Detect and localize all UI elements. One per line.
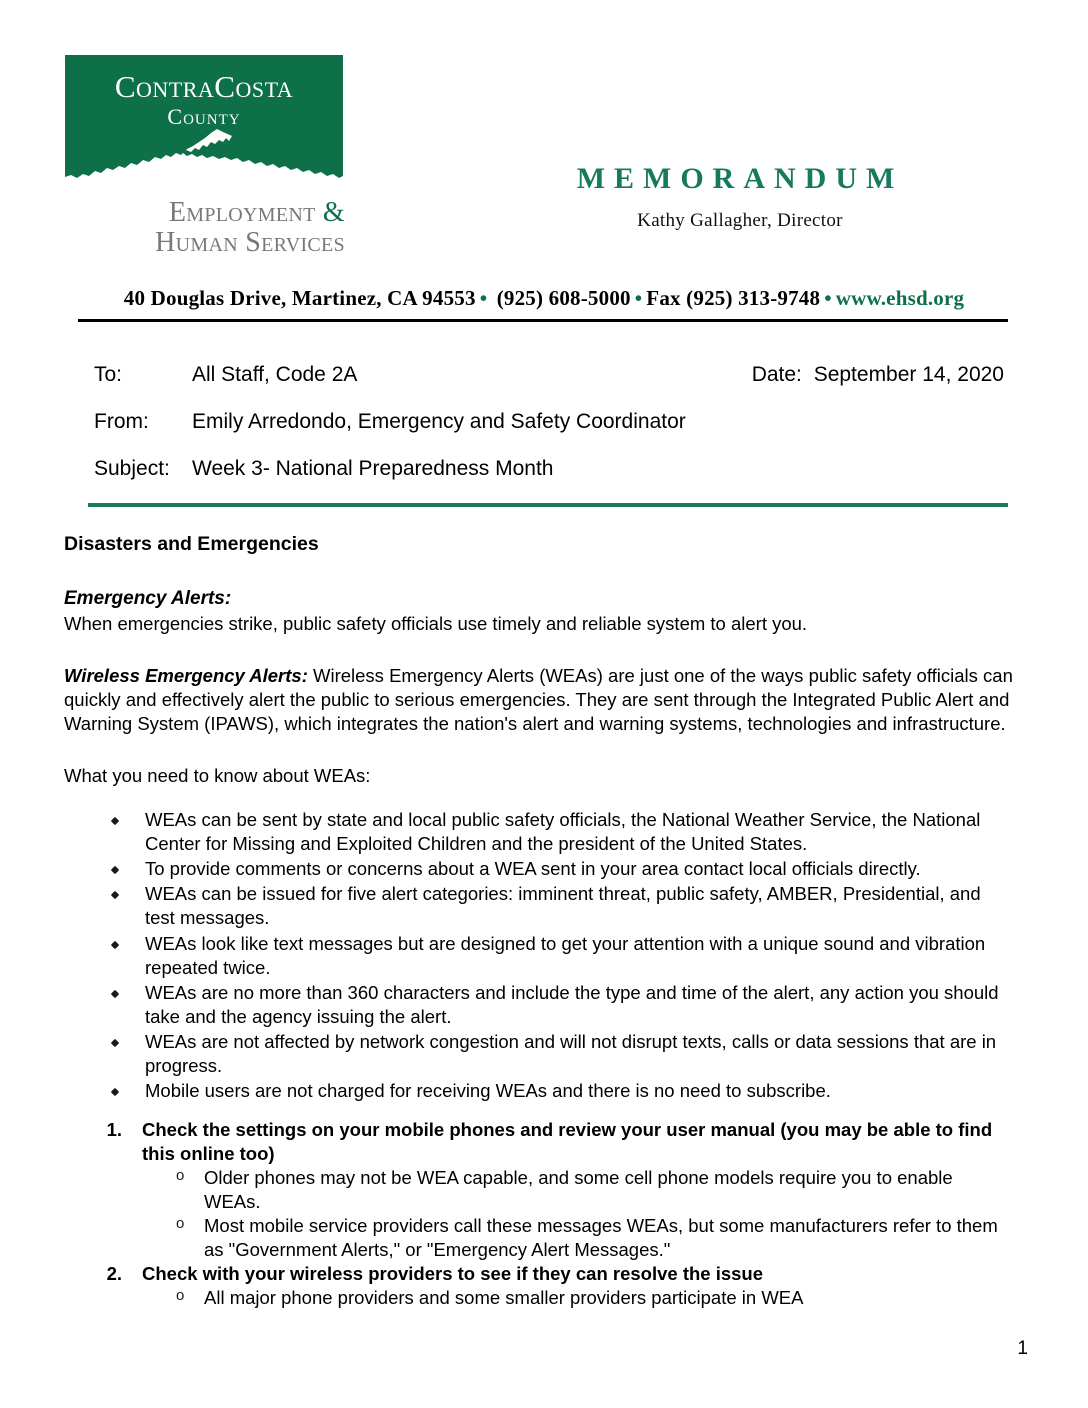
memo-title-block <box>420 162 1060 232</box>
address-separator-2: • <box>634 286 643 310</box>
date-value: September 14, 2020 <box>813 363 1004 386</box>
page-number: 1 <box>1017 1338 1028 1359</box>
memo-fields <box>94 363 1014 504</box>
paragraph-wireless-emergency-alerts <box>64 664 1014 736</box>
address-phone: (925) 608-5000 <box>496 286 631 310</box>
list-item: WEAs are no more than 360 characters and include the type and time of the alert, any action you should take and the agency issuing the alert. <box>100 981 1014 1029</box>
field-row-subject <box>94 457 1014 481</box>
field-row-from <box>94 410 1014 434</box>
memo-title: MEMORANDUM <box>576 162 904 195</box>
address-street: 40 Douglas Drive, Martinez, CA 94553 <box>123 286 476 310</box>
letterhead <box>0 0 1088 310</box>
heading-what-you-need-to-know: What you need to know about WEAs: <box>64 765 371 787</box>
logo-brand-line2: County <box>167 104 241 129</box>
numbered-item-text: Check with your wireless providers to see if they can resolve the issue <box>142 1263 764 1285</box>
logo-brand-line1: ContraCosta <box>114 69 294 104</box>
logo-ampersand: & <box>322 197 345 228</box>
logo-brand-text <box>65 55 343 128</box>
sub-list-item: o All major phone providers and some smaller providers participate in WEA <box>162 1286 1014 1310</box>
action-steps-list <box>64 1118 1014 1310</box>
sub-list <box>142 1286 1014 1310</box>
subject-label: Subject: <box>94 457 170 480</box>
agency-logo <box>65 55 350 258</box>
list-item <box>82 1262 1014 1310</box>
from-value: Emily Arredondo, Emergency and Safety Coordinator <box>192 410 686 433</box>
address-fax: Fax (925) 313-9748 <box>646 286 821 310</box>
logo-subtitle <box>65 198 345 258</box>
numbered-item-text: Check the settings on your mobile phones and review your user manual (you may be able to find this online too) <box>142 1118 993 1164</box>
to-value: All Staff, Code 2A <box>192 363 358 386</box>
logo-subtitle-line1: Employment <box>168 197 323 228</box>
paragraph-wea-text: Wireless Emergency Alerts (WEAs) are just one of the ways public safety officials can quickly and effectively alert the public to serious emergencies. They are sent through the Integrated Public Alert and Warning System (IPAWS), which integrates the nation's alert and warning systems, technologies and infrastructure. <box>64 665 1013 735</box>
address-separator-3: • <box>824 286 832 310</box>
logo-green-box <box>65 55 343 190</box>
subheading-emergency-alerts: Emergency Alerts: <box>64 588 232 610</box>
date-group <box>752 363 1014 387</box>
list-item <box>82 1118 1014 1262</box>
to-label: To: <box>94 363 123 386</box>
agency-website-link[interactable]: www.ehsd.org <box>835 286 965 310</box>
list-item: WEAs are not affected by network congestion and will not disrupt texts, calls or data sessions that are in progress. <box>100 1030 1014 1078</box>
from-label: From: <box>94 410 149 433</box>
director-name: Kathy Gallagher, Director <box>637 210 843 231</box>
run-in-heading-wea: Wireless Emergency Alerts: <box>64 665 308 687</box>
list-item: To provide comments or concerns about a WEA sent in your area contact local officials directly. <box>100 857 1014 881</box>
mountain-silhouette-icon <box>65 129 343 190</box>
sub-list-item: o Older phones may not be WEA capable, and some cell phone models require you to enable WEAs. <box>162 1166 1014 1214</box>
address-line <box>0 286 1088 311</box>
date-label: Date: <box>751 363 802 386</box>
memo-body <box>64 532 1014 1310</box>
sub-list <box>142 1166 1014 1262</box>
address-separator-1: • <box>479 286 488 310</box>
subject-value: Week 3- National Preparedness Month <box>192 457 554 480</box>
field-row-to <box>94 363 1014 387</box>
list-item: WEAs can be issued for five alert categories: imminent threat, public safety, AMBER, Presidential, and test messages. <box>100 882 1014 930</box>
list-item: Mobile users are not charged for receiving WEAs and there is no need to subscribe. <box>100 1079 1014 1103</box>
paragraph-emergency-alerts: When emergencies strike, public safety officials use timely and reliable system to alert you. <box>64 613 808 635</box>
section-heading-disasters: Disasters and Emergencies <box>64 533 319 555</box>
memo-divider-green <box>88 503 1008 507</box>
sub-list-item: o Most mobile service providers call these messages WEAs, but some manufacturers refer to them as "Government Alerts," or "Emergency Alert Messages." <box>162 1214 1014 1262</box>
wea-facts-list <box>64 808 1014 1103</box>
logo-subtitle-line2: Human Services <box>155 227 345 259</box>
header-divider-black <box>78 319 1008 322</box>
list-item: WEAs can be sent by state and local public safety officials, the National Weather Service, the National Center for Missing and Exploited Children and the president of the United States. <box>100 808 1014 856</box>
list-item: WEAs look like text messages but are designed to get your attention with a unique sound and vibration repeated twice. <box>100 932 1014 980</box>
